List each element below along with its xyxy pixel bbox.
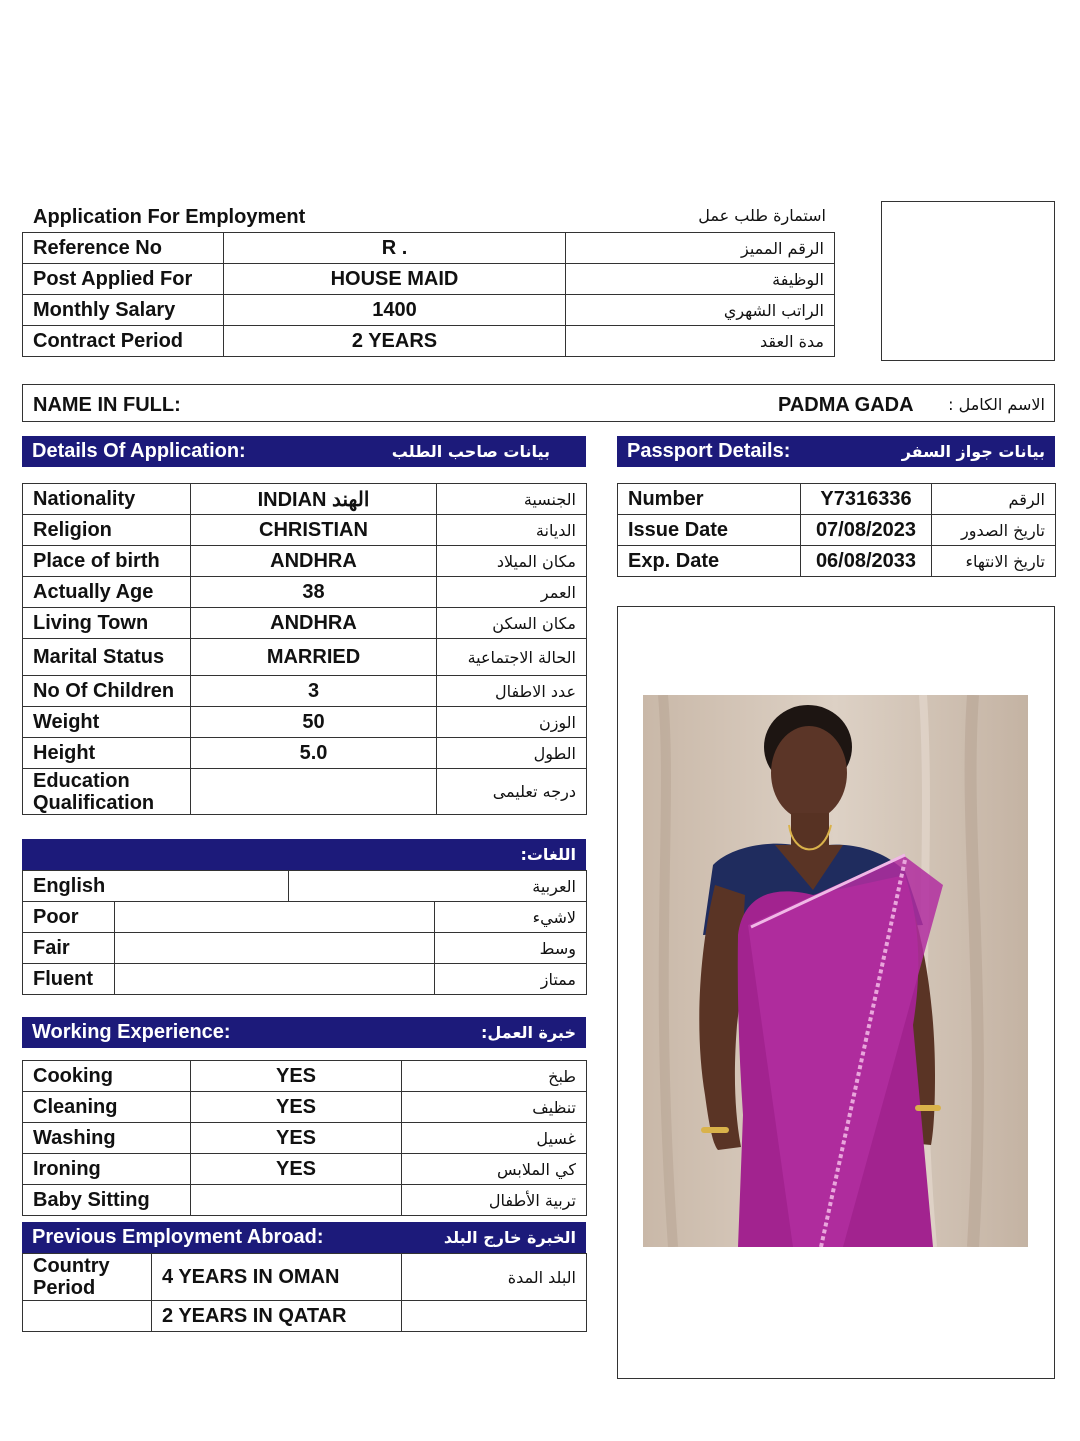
height-label: Height bbox=[23, 738, 191, 769]
exp-date-label: Exp. Date bbox=[618, 546, 801, 577]
weight-label-ar: الوزن bbox=[437, 707, 587, 738]
table-row bbox=[618, 546, 1056, 577]
arabic-label: العربية bbox=[289, 871, 587, 902]
education-label-line2: Qualification bbox=[33, 791, 155, 814]
table-row bbox=[23, 1154, 587, 1185]
passport-number-value: Y7316336 bbox=[801, 484, 932, 515]
table-row bbox=[23, 769, 587, 815]
exp-date-label-ar: تاريخ الانتهاء bbox=[932, 546, 1056, 577]
post-value: HOUSE MAID bbox=[224, 264, 566, 295]
reference-label-ar: الرقم المميز bbox=[566, 233, 835, 264]
table-row bbox=[23, 707, 587, 738]
issue-date-label: Issue Date bbox=[618, 515, 801, 546]
nationality-label: Nationality bbox=[23, 484, 191, 515]
previous-table bbox=[22, 1253, 587, 1332]
poor-label: Poor bbox=[23, 902, 115, 933]
previous-entry-2: 2 YEARS IN QATAR bbox=[152, 1301, 402, 1332]
languages-title-ar: اللغات: bbox=[520, 845, 576, 864]
birthplace-label: Place of birth bbox=[23, 546, 191, 577]
previous-entry-1: 4 YEARS IN OMAN bbox=[152, 1254, 402, 1301]
table-row bbox=[23, 964, 587, 995]
fluent-value bbox=[115, 964, 435, 995]
height-value: 5.0 bbox=[191, 738, 437, 769]
post-label: Post Applied For bbox=[23, 264, 224, 295]
cleaning-label-ar: تنظيف bbox=[402, 1092, 587, 1123]
previous-title-ar: الخبرة خارج البلد bbox=[443, 1228, 576, 1247]
ironing-label-ar: كي الملابس bbox=[402, 1154, 587, 1185]
table-row bbox=[23, 1254, 587, 1301]
experience-table bbox=[22, 1060, 587, 1216]
nationality-value: INDIAN الهند bbox=[191, 484, 437, 515]
height-label-ar: الطول bbox=[437, 738, 587, 769]
name-row bbox=[22, 384, 1055, 422]
table-row bbox=[23, 1092, 587, 1123]
previous-banner bbox=[22, 1222, 586, 1253]
issue-date-label-ar: تاريخ الصدور bbox=[932, 515, 1056, 546]
post-label-ar: الوظيفة bbox=[566, 264, 835, 295]
table-row bbox=[23, 546, 587, 577]
previous-empty-cell-ar bbox=[402, 1301, 587, 1332]
religion-value: CHRISTIAN bbox=[191, 515, 437, 546]
country-period-label bbox=[23, 1254, 152, 1301]
table-row bbox=[23, 577, 587, 608]
passport-title-ar: بيانات جواز السفر bbox=[901, 442, 1045, 461]
fair-label-ar: وسط bbox=[435, 933, 587, 964]
english-row bbox=[22, 870, 587, 902]
experience-title-ar: خبرة العمل: bbox=[481, 1023, 576, 1042]
weight-label: Weight bbox=[23, 707, 191, 738]
table-row bbox=[23, 902, 587, 933]
table-row bbox=[618, 484, 1056, 515]
town-value: ANDHRA bbox=[191, 608, 437, 639]
reference-value: R . bbox=[224, 233, 566, 264]
marital-label-ar: الحالة الاجتماعية bbox=[437, 639, 587, 676]
previous-empty-cell bbox=[23, 1301, 152, 1332]
table-row bbox=[23, 871, 587, 902]
job-info-table bbox=[22, 232, 835, 357]
poor-label-ar: لاشيء bbox=[435, 902, 587, 933]
table-row bbox=[23, 933, 587, 964]
washing-value: YES bbox=[191, 1123, 402, 1154]
country-period-label-ar: البلد المدة bbox=[402, 1254, 587, 1301]
education-value bbox=[191, 769, 437, 815]
marital-value: MARRIED bbox=[191, 639, 437, 676]
babysitting-label-ar: تربية الأطفال bbox=[402, 1185, 587, 1216]
table-row bbox=[23, 639, 587, 676]
previous-title: Previous Employment Abroad: bbox=[32, 1226, 324, 1248]
name-value: PADMA GADA bbox=[778, 394, 914, 416]
cooking-label-ar: طبخ bbox=[402, 1061, 587, 1092]
babysitting-label: Baby Sitting bbox=[23, 1185, 191, 1216]
table-row bbox=[23, 295, 835, 326]
weight-value: 50 bbox=[191, 707, 437, 738]
english-label: English bbox=[23, 871, 289, 902]
contract-label-ar: مدة العقد bbox=[566, 326, 835, 357]
contract-value: 2 YEARS bbox=[224, 326, 566, 357]
language-levels-table bbox=[22, 901, 587, 995]
town-label: Living Town bbox=[23, 608, 191, 639]
cleaning-value: YES bbox=[191, 1092, 402, 1123]
form-title-ar: استمارة طلب عمل bbox=[698, 206, 826, 225]
cleaning-label: Cleaning bbox=[23, 1092, 191, 1123]
table-row bbox=[23, 264, 835, 295]
issue-date-value: 07/08/2023 bbox=[801, 515, 932, 546]
form-title-en: Application For Employment bbox=[33, 206, 306, 228]
table-row bbox=[23, 1123, 587, 1154]
applicant-photo-svg bbox=[643, 695, 1028, 1247]
birthplace-value: ANDHRA bbox=[191, 546, 437, 577]
cooking-label: Cooking bbox=[23, 1061, 191, 1092]
nationality-label-ar: الجنسية bbox=[437, 484, 587, 515]
fair-label: Fair bbox=[23, 933, 115, 964]
table-row bbox=[23, 484, 587, 515]
table-row bbox=[23, 326, 835, 357]
table-row bbox=[23, 608, 587, 639]
table-row bbox=[23, 1185, 587, 1216]
town-label-ar: مكان السكن bbox=[437, 608, 587, 639]
passport-number-label: Number bbox=[618, 484, 801, 515]
small-photo-box bbox=[881, 201, 1055, 361]
passport-table bbox=[617, 483, 1056, 577]
table-row bbox=[23, 515, 587, 546]
languages-banner bbox=[22, 839, 586, 870]
ironing-label: Ironing bbox=[23, 1154, 191, 1185]
details-title-ar: بيانات صاحب الطلب bbox=[391, 442, 550, 461]
table-row bbox=[23, 233, 835, 264]
age-value: 38 bbox=[191, 577, 437, 608]
applicant-photo bbox=[643, 695, 1028, 1247]
details-banner bbox=[22, 436, 586, 467]
children-value: 3 bbox=[191, 676, 437, 707]
fair-value bbox=[115, 933, 435, 964]
education-label bbox=[23, 769, 191, 815]
washing-label: Washing bbox=[23, 1123, 191, 1154]
name-label-ar: الاسم الكامل : bbox=[948, 395, 1045, 414]
children-label: No Of Children bbox=[23, 676, 191, 707]
fluent-label-ar: ممتاز bbox=[435, 964, 587, 995]
salary-value: 1400 bbox=[224, 295, 566, 326]
ironing-value: YES bbox=[191, 1154, 402, 1185]
babysitting-value bbox=[191, 1185, 402, 1216]
poor-value bbox=[115, 902, 435, 933]
religion-label-ar: الديانة bbox=[437, 515, 587, 546]
washing-label-ar: غسيل bbox=[402, 1123, 587, 1154]
name-label: NAME IN FULL: bbox=[33, 394, 181, 416]
table-row bbox=[23, 1301, 587, 1332]
fluent-label: Fluent bbox=[23, 964, 115, 995]
children-label-ar: عدد الاطفال bbox=[437, 676, 587, 707]
age-label: Actually Age bbox=[23, 577, 191, 608]
salary-label: Monthly Salary bbox=[23, 295, 224, 326]
marital-label: Marital Status bbox=[23, 639, 191, 676]
birthplace-label-ar: مكان الميلاد bbox=[437, 546, 587, 577]
details-table bbox=[22, 483, 587, 815]
passport-number-label-ar: الرقم bbox=[932, 484, 1056, 515]
passport-banner bbox=[617, 436, 1055, 467]
table-row bbox=[23, 738, 587, 769]
table-row bbox=[23, 1061, 587, 1092]
reference-label: Reference No bbox=[23, 233, 224, 264]
salary-label-ar: الراتب الشهري bbox=[566, 295, 835, 326]
details-title: Details Of Application: bbox=[32, 440, 246, 462]
education-label-ar: درجه تعليمى bbox=[437, 769, 587, 815]
passport-title: Passport Details: bbox=[627, 440, 791, 462]
country-label: Country bbox=[33, 1255, 110, 1277]
exp-date-value: 06/08/2033 bbox=[801, 546, 932, 577]
religion-label: Religion bbox=[23, 515, 191, 546]
table-row bbox=[23, 676, 587, 707]
table-row bbox=[618, 515, 1056, 546]
experience-banner bbox=[22, 1017, 586, 1048]
education-label-line1: Education bbox=[33, 769, 130, 792]
period-label: Period bbox=[33, 1277, 96, 1299]
cooking-value: YES bbox=[191, 1061, 402, 1092]
age-label-ar: العمر bbox=[437, 577, 587, 608]
experience-title: Working Experience: bbox=[32, 1021, 231, 1043]
contract-label: Contract Period bbox=[23, 326, 224, 357]
